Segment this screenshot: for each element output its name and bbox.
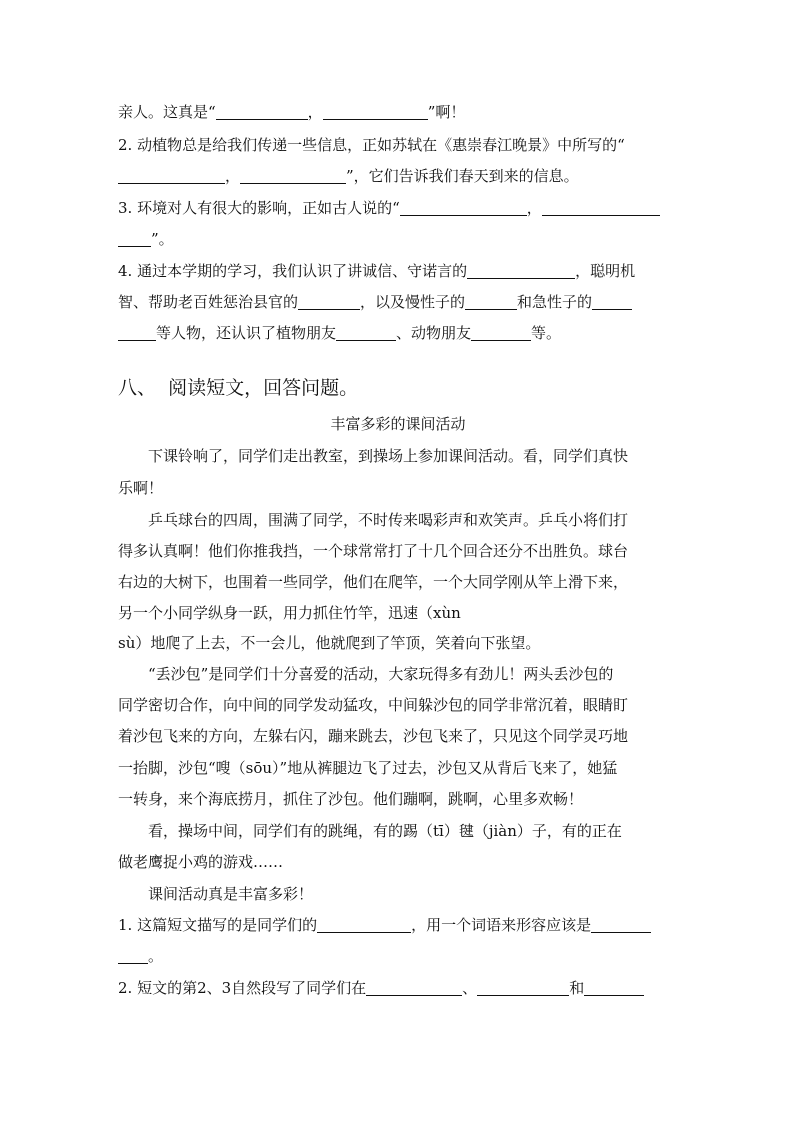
paragraph-line: 另一个小同学纵身一跃，用力抓住竹竿，迅速（xùn bbox=[118, 604, 461, 622]
paragraph-line: “丢沙包”是同学们十分喜爱的活动，大家玩得多有劲儿！两头丢沙包的 bbox=[148, 665, 614, 683]
paragraph-line: 课间活动真是丰富多彩！ bbox=[148, 885, 314, 903]
answer-blank[interactable] bbox=[465, 294, 517, 310]
paragraph-line: 右边的大树下，也围着一些同学，他们在爬竿，一个大同学刚从竿上滑下来， bbox=[118, 573, 629, 591]
answer-blank[interactable] bbox=[317, 917, 411, 933]
answer-blank[interactable] bbox=[542, 200, 660, 216]
section-heading: 八、 阅读短文，回答问题。 bbox=[118, 377, 359, 399]
answer-blank[interactable] bbox=[471, 325, 531, 341]
paragraph-line: 做老鹰捉小鸡的游戏…… bbox=[118, 853, 284, 871]
paragraph-line: 乒乓球台的四周，围满了同学，不时传来喝彩声和欢笑声。乒乓小将们打 bbox=[148, 511, 629, 529]
fill-line: 智、帮助老百姓惩治县官的 ，以及慢性子的 和急性子的 bbox=[118, 292, 678, 312]
paragraph-line: 一抬脚，沙包“嗖（sōu）”地从裤腿边飞了过去，沙包又从背后飞来了，她猛 bbox=[118, 759, 618, 777]
paragraph-line: 乐啊！ bbox=[118, 479, 164, 497]
paragraph-line: 得多认真啊！他们你推我挡，一个球常常打了十几个回合还分不出胜负。球台 bbox=[118, 542, 629, 560]
fill-line: 等人物，还认识了植物朋友 、动物朋友 等。 bbox=[118, 323, 678, 343]
answer-blank[interactable] bbox=[118, 231, 151, 247]
answer-blank[interactable] bbox=[240, 168, 346, 184]
answer-blank[interactable] bbox=[467, 263, 575, 279]
answer-blank[interactable] bbox=[118, 168, 225, 184]
answer-blank[interactable] bbox=[591, 917, 651, 933]
question-3: 3. 环境对人有很大的影响，正如古人说的“ ， bbox=[118, 198, 678, 218]
paragraph-line: 看，操场中间，同学们有的跳绳，有的踢（tī）毽（jiàn）子，有的正在 bbox=[148, 822, 622, 840]
question-2: 2. 短文的第2、3自然段写了同学们在 、 和 bbox=[118, 978, 678, 998]
question-2: 2. 动植物总是给我们传递一些信息，正如苏轼在《惠崇春江晚景》中所写的“ bbox=[118, 136, 625, 154]
paragraph-line: sù）地爬了上去，不一会儿，他就爬到了竿顶，笑着向下张望。 bbox=[118, 634, 541, 652]
answer-blank[interactable] bbox=[323, 104, 428, 120]
paragraph-line: 同学密切合作，向中间的同学发动猛攻，中间躲沙包的同学非常沉着，眼睛盯 bbox=[118, 696, 629, 714]
fill-line: ， ”，它们告诉我们春天到来的信息。 bbox=[118, 166, 678, 186]
question-4: 4. 通过本学期的学习，我们认识了讲诚信、守诺言的 ，聪明机 bbox=[118, 262, 636, 280]
passage-title: 丰富多彩的课间活动 bbox=[330, 415, 466, 433]
answer-blank[interactable] bbox=[336, 325, 396, 341]
fill-line: ”。 bbox=[118, 229, 678, 249]
question-1: 1. 这篇短文描写的是同学们的 ，用一个词语来形容应该是 bbox=[118, 915, 678, 935]
answer-blank[interactable] bbox=[216, 104, 308, 120]
answer-blank[interactable] bbox=[584, 980, 644, 996]
answer-blank[interactable] bbox=[118, 325, 156, 341]
paragraph-line: 下课铃响了，同学们走出教室，到操场上参加课间活动。看，同学们真快 bbox=[148, 447, 629, 465]
paragraph-line: 一转身，来个海底捞月，抓住了沙包。他们蹦啊，跳啊，心里多欢畅！ bbox=[118, 790, 584, 808]
fill-line: 。 bbox=[118, 946, 678, 966]
answer-blank[interactable] bbox=[400, 200, 527, 216]
answer-blank[interactable] bbox=[477, 980, 569, 996]
answer-blank[interactable] bbox=[592, 294, 632, 310]
answer-blank[interactable] bbox=[118, 948, 148, 964]
paragraph-line: 着沙包飞来的方向，左躲右闪，蹦来跳去，沙包飞来了，只见这个同学灵巧地 bbox=[118, 727, 629, 745]
answer-blank[interactable] bbox=[366, 980, 462, 996]
fill-line: 亲人。这真是“ ， ”啊！ bbox=[118, 103, 466, 121]
answer-blank[interactable] bbox=[298, 294, 360, 310]
